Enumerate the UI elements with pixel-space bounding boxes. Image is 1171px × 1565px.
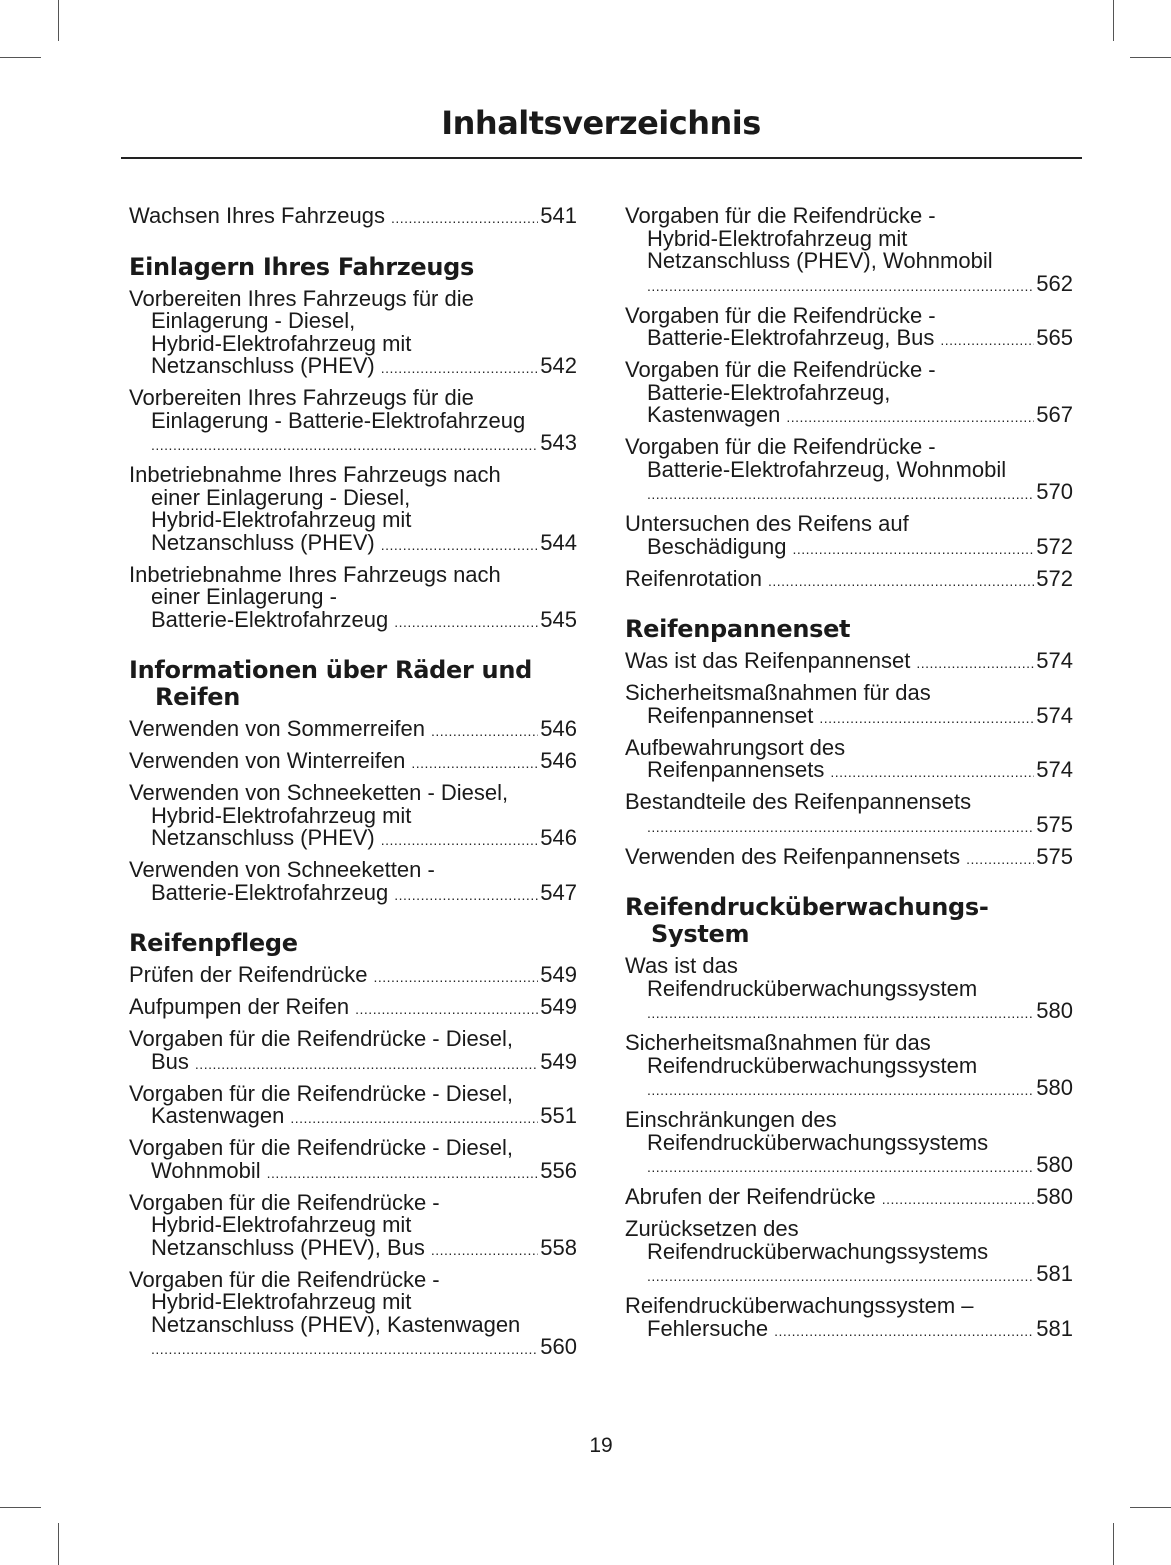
toc-entry-inbetriebnahme-ihres-fahrzeugs-nach-544[interactable] — [129, 464, 577, 556]
toc-entry-text: Was ist das — [625, 953, 738, 978]
toc-entry-was-ist-das-reifenpannenset-574[interactable] — [625, 650, 1073, 675]
toc-entry-zuruecksetzen-des-581[interactable] — [625, 1218, 1073, 1288]
toc-entry-leader-row — [625, 533, 1073, 561]
toc-entry-text: Netzanschluss (PHEV) — [151, 529, 375, 555]
toc-entry-text: Abrufen der Reifendrücke — [625, 1184, 876, 1209]
dot-leader — [774, 1320, 1034, 1343]
dot-leader — [916, 652, 1034, 675]
toc-entry-leader-row — [129, 1157, 577, 1185]
dot-leader — [647, 275, 1034, 298]
toc-entry-text: Vorgaben für die Reifendrücke - — [625, 203, 936, 228]
toc-page-number: 570 — [1036, 479, 1073, 504]
toc-entry-leader-row — [625, 650, 1073, 675]
dot-leader — [355, 998, 538, 1021]
toc-entry-vorgaben-fuer-die-reifendruecke-565[interactable] — [625, 302, 1073, 352]
toc-entry-text: Beschädigung — [647, 533, 787, 559]
toc-page-number: 574 — [1036, 702, 1073, 728]
dot-leader — [647, 816, 1034, 839]
toc-entry-text: Hybrid-Elektrofahrzeug mit — [647, 225, 908, 251]
dot-leader — [792, 538, 1034, 561]
toc-page-number: 575 — [1036, 811, 1073, 837]
toc-entry-text: Netzanschluss (PHEV), Kastenwagen — [151, 1311, 521, 1337]
toc-entry-vorbereiten-ihres-fahrzeugs-fuer-die-543[interactable] — [129, 387, 577, 457]
toc-entry-leader-row — [129, 718, 577, 743]
dot-leader — [394, 611, 538, 634]
toc-entry-leader-row — [129, 355, 577, 380]
toc-entry-text: Inbetriebnahme Ihres Fahrzeugs nach — [129, 462, 501, 487]
toc-entry-abrufen-der-reifendruecke-580[interactable] — [625, 1186, 1073, 1211]
toc-entry-leader-row — [129, 1105, 577, 1130]
toc-entry-vorgaben-fuer-die-reifendruecke-diesel-549[interactable] — [129, 1028, 577, 1075]
crop-mark-bottom-right-v — [1113, 1523, 1114, 1565]
toc-entry-text: Reifendrucküberwachungssystems — [647, 1238, 989, 1264]
toc-entry-leader-row — [625, 481, 1073, 506]
dot-leader — [267, 1162, 539, 1185]
toc-page-number: 551 — [540, 1103, 577, 1128]
toc-entry-leader-row — [625, 759, 1073, 784]
toc-entry-leader-row — [129, 529, 577, 557]
section-heading-reifendruckueberwachungs — [625, 894, 1073, 948]
toc-entry-text: Reifendrucküberwachungssystem — [647, 975, 978, 1001]
toc-entry-text: Kastenwagen — [647, 402, 781, 427]
toc-page-number: 541 — [540, 203, 577, 228]
toc-entry-vorbereiten-ihres-fahrzeugs-fuer-die-542[interactable] — [129, 285, 577, 380]
toc-entry-text: Batterie-Elektrofahrzeug, — [647, 379, 891, 405]
toc-page-number: 549 — [540, 962, 577, 987]
section-heading-einlagern-ihres-fahrzeugs — [129, 254, 577, 281]
toc-entry-text: Aufbewahrungsort des — [625, 734, 846, 760]
toc-entry-leader-row — [625, 270, 1073, 298]
toc-entry-text: Reifenpannenset — [647, 702, 814, 728]
toc-entry-text: Zurücksetzen des — [625, 1216, 799, 1241]
toc-entry-text: Batterie-Elektrofahrzeug — [151, 606, 389, 632]
toc-page-number: 567 — [1036, 402, 1073, 427]
toc-entry-verwenden-von-winterreifen-546[interactable] — [129, 750, 577, 775]
dot-leader — [431, 1239, 538, 1262]
toc-entry-leader-row — [625, 1154, 1073, 1179]
dot-leader — [768, 570, 1034, 593]
dot-leader — [647, 1265, 1034, 1288]
dot-leader — [381, 357, 539, 380]
toc-entry-text: Hybrid-Elektrofahrzeug mit — [151, 802, 412, 828]
toc-entry-verwenden-von-sommerreifen-546[interactable] — [129, 718, 577, 743]
toc-entry-text: Verwenden von Winterreifen — [129, 748, 406, 773]
section-heading-line: Reifendrucküberwachungs- — [625, 893, 989, 921]
toc-entry-text: Reifenpannensets — [647, 757, 825, 782]
dot-leader — [819, 707, 1034, 730]
toc-page-number: 560 — [540, 1334, 577, 1359]
title-divider — [121, 157, 1082, 159]
toc-entry-vorgaben-fuer-die-reifendruecke-diesel-551[interactable] — [129, 1080, 577, 1130]
toc-entry-text: Hybrid-Elektrofahrzeug mit — [151, 1289, 412, 1314]
toc-entry-text: Einlagerung - Diesel, — [151, 308, 356, 333]
dot-leader — [966, 848, 1034, 871]
toc-page-number: 572 — [1036, 533, 1073, 559]
toc-page-number: 580 — [1036, 998, 1073, 1023]
toc-entry-leader-row — [625, 327, 1073, 352]
toc-entry-leader-row — [625, 1315, 1073, 1343]
toc-entry-untersuchen-des-reifens-auf-572[interactable] — [625, 513, 1073, 560]
toc-entry-leader-row — [625, 811, 1073, 839]
toc-entry-reifenrotation-572[interactable] — [625, 565, 1073, 593]
toc-page-number: 558 — [540, 1234, 577, 1260]
dot-leader — [647, 1156, 1034, 1179]
toc-entry-leader-row — [129, 879, 577, 907]
toc-page-number: 580 — [1036, 1075, 1073, 1100]
page-title: Inhaltsverzeichnis — [441, 104, 761, 142]
toc-entry-leader-row — [129, 996, 577, 1021]
crop-mark-bottom-left-h — [0, 1507, 41, 1508]
toc-entry-text: Netzanschluss (PHEV) — [151, 825, 375, 850]
crop-mark-top-right-h — [1130, 57, 1171, 58]
toc-entry-leader-row — [129, 1336, 577, 1361]
toc-entry-aufbewahrungsort-des-574[interactable] — [625, 734, 1073, 784]
page-number: 19 — [589, 1434, 613, 1457]
toc-entry-text: Batterie-Elektrofahrzeug, Bus — [647, 325, 935, 350]
section-heading-line: Informationen über Räder und — [129, 656, 532, 684]
toc-entry-vorgaben-fuer-die-reifendruecke-diesel-556[interactable] — [129, 1137, 577, 1184]
toc-entry-leader-row — [625, 702, 1073, 730]
toc-page-number: 542 — [540, 353, 577, 378]
toc-entry-text: Hybrid-Elektrofahrzeug mit — [151, 330, 412, 356]
crop-mark-top-right-v — [1113, 0, 1114, 41]
toc-entry-text: Netzanschluss (PHEV) — [151, 353, 375, 378]
section-heading-line: Reifen — [155, 683, 240, 711]
toc-entry-text: Vorgaben für die Reifendrücke - — [129, 1189, 440, 1215]
toc-entry-text: Vorgaben für die Reifendrücke - Diesel, — [129, 1026, 513, 1051]
toc-entry-text: Was ist das Reifenpannenset — [625, 648, 911, 673]
toc-entry-leader-row — [129, 205, 577, 230]
toc-entry-verwenden-des-reifenpannensets-575[interactable] — [625, 843, 1073, 871]
toc-entry-text: Bus — [151, 1048, 189, 1074]
toc-page-number: 574 — [1036, 757, 1073, 782]
toc-entry-text: einer Einlagerung - Diesel, — [151, 484, 411, 510]
crop-mark-bottom-left-v — [58, 1523, 59, 1565]
toc-left-column — [129, 205, 577, 1368]
dot-leader — [940, 329, 1034, 352]
toc-entry-leader-row — [625, 1077, 1073, 1102]
toc-entry-text: Vorgaben für die Reifendrücke - — [625, 302, 936, 328]
section-heading-reifenpflege — [129, 930, 577, 957]
dot-leader — [411, 752, 538, 775]
dot-leader — [647, 483, 1034, 506]
dot-leader — [647, 1079, 1034, 1102]
toc-entry-text: Reifendrucküberwachungssystem — [647, 1052, 978, 1078]
toc-entry-text: Bestandteile des Reifenpannensets — [625, 789, 972, 814]
dot-leader — [151, 434, 538, 457]
toc-entry-text: Aufpumpen der Reifen — [129, 994, 350, 1019]
toc-entry-text: Vorgaben für die Reifendrücke - — [625, 434, 936, 459]
toc-page-number: 562 — [1036, 270, 1073, 296]
dot-leader — [195, 1053, 538, 1076]
toc-entry-leader-row — [129, 1048, 577, 1076]
toc-entry-text: Sicherheitsmaßnahmen für das — [625, 680, 931, 705]
toc-entry-text: einer Einlagerung - — [151, 584, 337, 609]
dot-leader — [381, 829, 539, 852]
toc-page-number: 546 — [540, 748, 577, 773]
toc-entry-text: Hybrid-Elektrofahrzeug mit — [151, 507, 412, 532]
toc-entry-verwenden-von-schneeketten-diesel-546[interactable] — [129, 782, 577, 852]
toc-entry-text: Einschränkungen des — [625, 1107, 837, 1132]
toc-entry-text: Verwenden von Schneeketten - Diesel, — [129, 780, 509, 805]
toc-entry-text: Reifenrotation — [625, 565, 762, 591]
toc-entry-leader-row — [625, 1000, 1073, 1025]
toc-page-number: 546 — [540, 825, 577, 850]
dot-leader — [786, 406, 1034, 429]
toc-entry-leader-row — [625, 565, 1073, 593]
toc-entry-leader-row — [129, 750, 577, 775]
toc-page-number: 547 — [540, 879, 577, 905]
toc-entry-bestandteile-des-reifenpannensets-575[interactable] — [625, 791, 1073, 838]
toc-entry-reifendruckueberwachungssystem-581[interactable] — [625, 1295, 1073, 1342]
crop-mark-top-left-v — [58, 0, 59, 41]
toc-page-number: 575 — [1036, 843, 1073, 869]
toc-page-number: 581 — [1036, 1315, 1073, 1341]
toc-entry-vorgaben-fuer-die-reifendruecke-560[interactable] — [129, 1266, 577, 1361]
dot-leader — [647, 1002, 1034, 1025]
toc-entry-leader-row — [129, 827, 577, 852]
toc-page-number: 565 — [1036, 325, 1073, 350]
toc-entry-text: Fehlersuche — [647, 1315, 769, 1341]
toc-entry-text: Wohnmobil — [151, 1157, 261, 1183]
dot-leader — [394, 884, 538, 907]
dot-leader — [290, 1107, 538, 1130]
section-heading-line: Einlagern Ihres Fahrzeugs — [129, 252, 475, 281]
dot-leader — [431, 720, 538, 743]
toc-page-number: 574 — [1036, 648, 1073, 673]
toc-page-number: 556 — [540, 1157, 577, 1183]
toc-page-number: 580 — [1036, 1184, 1073, 1209]
toc-entry-vorgaben-fuer-die-reifendruecke-558[interactable] — [129, 1189, 577, 1262]
toc-entry-leader-row — [129, 432, 577, 457]
toc-entry-leader-row — [129, 606, 577, 634]
toc-entry-wachsen-ihres-fahrzeugs-541[interactable] — [129, 205, 577, 230]
toc-entry-pruefen-der-reifendruecke-549[interactable] — [129, 964, 577, 989]
toc-page-number: 543 — [540, 430, 577, 455]
toc-entry-text: Inbetriebnahme Ihres Fahrzeugs nach — [129, 561, 501, 587]
toc-entry-text: Batterie-Elektrofahrzeug — [151, 879, 389, 905]
toc-entry-vorgaben-fuer-die-reifendruecke-570[interactable] — [625, 436, 1073, 506]
toc-page-number: 545 — [540, 606, 577, 632]
toc-entry-text: Verwenden von Schneeketten - — [129, 857, 435, 882]
toc-entry-leader-row — [129, 1234, 577, 1262]
toc-entry-sicherheitsmassnahmen-fuer-das-580[interactable] — [625, 1032, 1073, 1102]
toc-entry-vorgaben-fuer-die-reifendruecke-562[interactable] — [625, 205, 1073, 297]
crop-mark-bottom-right-h — [1130, 1507, 1171, 1508]
toc-right-column — [625, 205, 1073, 1350]
toc-entry-text: Netzanschluss (PHEV), Wohnmobil — [647, 248, 993, 273]
toc-entry-text: Batterie-Elektrofahrzeug, Wohnmobil — [647, 456, 1007, 482]
toc-entry-text: Prüfen der Reifendrücke — [129, 962, 368, 987]
toc-page-number: 544 — [540, 529, 577, 555]
toc-entry-einschraenkungen-des-580[interactable] — [625, 1109, 1073, 1179]
toc-entry-text: Netzanschluss (PHEV), Bus — [151, 1234, 425, 1260]
section-heading-line: Reifenpannenset — [625, 615, 851, 643]
toc-entry-verwenden-von-schneeketten-547[interactable] — [129, 859, 577, 906]
toc-entry-text: Verwenden des Reifenpannensets — [625, 843, 961, 869]
toc-entry-text: Sicherheitsmaßnahmen für das — [625, 1030, 931, 1055]
toc-entry-text: Vorgaben für die Reifendrücke - Diesel, — [129, 1080, 513, 1106]
toc-page-number: 546 — [540, 716, 577, 741]
toc-page-number: 581 — [1036, 1261, 1073, 1286]
toc-entry-text: Wachsen Ihres Fahrzeugs — [129, 203, 385, 228]
section-heading-line: Reifenpflege — [129, 929, 298, 957]
toc-entry-text: Reifendrucküberwachungssystem – — [625, 1293, 974, 1318]
toc-entry-text: Vorbereiten Ihres Fahrzeugs für die — [129, 285, 474, 311]
toc-entry-text: Reifendrucküberwachungssystems — [647, 1129, 989, 1155]
crop-mark-top-left-h — [0, 57, 41, 58]
toc-entry-text: Vorgaben für die Reifendrücke - — [625, 357, 936, 382]
toc-entry-sicherheitsmassnahmen-fuer-das-574[interactable] — [625, 682, 1073, 729]
toc-entry-was-ist-das-580[interactable] — [625, 955, 1073, 1025]
toc-entry-leader-row — [625, 1186, 1073, 1211]
toc-entry-text: Vorgaben für die Reifendrücke - Diesel, — [129, 1135, 513, 1160]
toc-entry-text: Verwenden von Sommerreifen — [129, 716, 425, 741]
toc-entry-vorgaben-fuer-die-reifendruecke-567[interactable] — [625, 359, 1073, 429]
section-heading-line: System — [651, 920, 750, 948]
toc-page-number: 549 — [540, 1048, 577, 1074]
dot-leader — [391, 207, 538, 230]
toc-entry-leader-row — [625, 404, 1073, 429]
toc-entry-text: Untersuchen des Reifens auf — [625, 511, 909, 536]
dot-leader — [373, 966, 538, 989]
toc-page-number: 549 — [540, 994, 577, 1019]
toc-entry-aufpumpen-der-reifen-549[interactable] — [129, 996, 577, 1021]
toc-entry-leader-row — [625, 1263, 1073, 1288]
section-heading-informationen-ueber-raeder-und — [129, 657, 577, 711]
toc-entry-text: Vorgaben für die Reifendrücke - — [129, 1266, 440, 1292]
toc-entry-text: Vorbereiten Ihres Fahrzeugs für die — [129, 385, 474, 410]
toc-page-number: 580 — [1036, 1152, 1073, 1177]
dot-leader — [882, 1188, 1035, 1211]
toc-entry-text: Kastenwagen — [151, 1103, 285, 1128]
toc-entry-text: Hybrid-Elektrofahrzeug mit — [151, 1212, 412, 1237]
toc-entry-text: Einlagerung - Batterie-Elektrofahrzeug — [151, 407, 526, 433]
toc-entry-inbetriebnahme-ihres-fahrzeugs-nach-545[interactable] — [129, 561, 577, 634]
dot-leader — [381, 534, 539, 557]
toc-entry-leader-row — [129, 964, 577, 989]
section-heading-reifenpannenset — [625, 616, 1073, 643]
toc-page-number: 572 — [1036, 565, 1073, 591]
dot-leader — [830, 761, 1034, 784]
toc-entry-leader-row — [625, 843, 1073, 871]
dot-leader — [151, 1338, 538, 1361]
